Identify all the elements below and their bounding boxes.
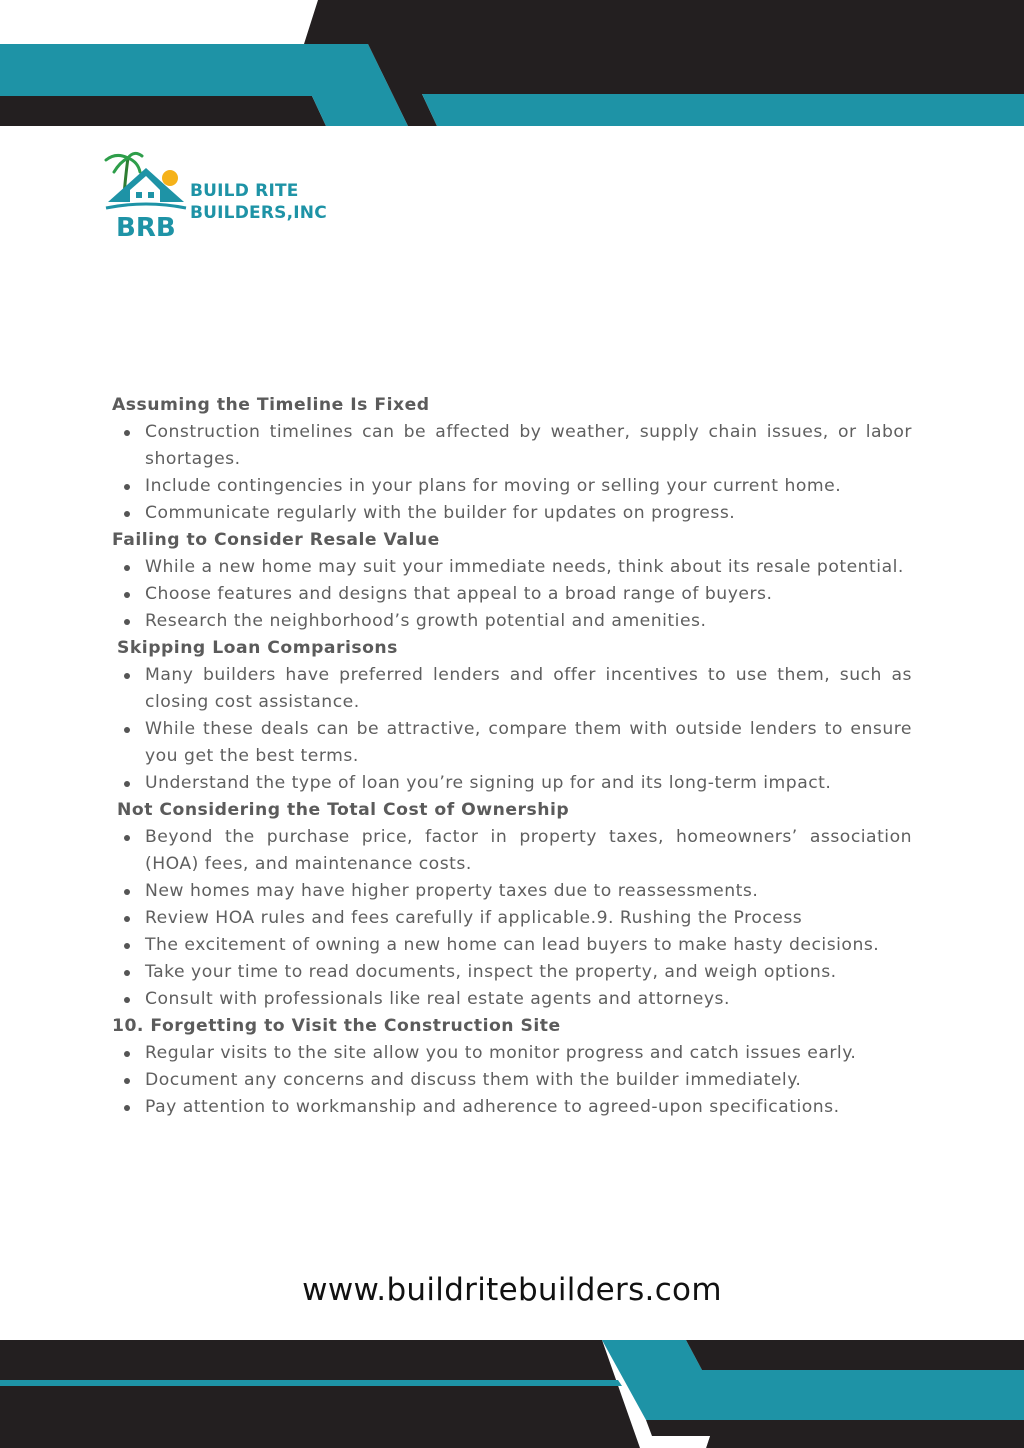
- footer-teal-stripe: [0, 1380, 622, 1386]
- bullet-list: [112, 662, 912, 797]
- list-item: Understand the type of loan you’re signing up for and its long-term impact.: [112, 770, 912, 797]
- section-heading: Not Considering the Total Cost of Ownership: [117, 800, 570, 820]
- logo-monogram: BRB: [116, 213, 176, 240]
- bullet-list: [112, 554, 912, 635]
- list-item: Research the neighborhood’s growth potential and amenities.: [112, 608, 912, 635]
- list-item: While these deals can be attractive, compare them with outside lenders to ensure you get the best terms.: [112, 716, 912, 770]
- logo-wordmark: [190, 180, 327, 224]
- list-item: Many builders have preferred lenders and offer incentives to use them, such as closing cost assistance.: [112, 662, 912, 716]
- list-item: Take your time to read documents, inspect the property, and weigh options.: [112, 959, 912, 986]
- bullet-list: [112, 824, 912, 1013]
- list-item: While a new home may suit your immediate needs, think about its resale potential.: [112, 554, 912, 581]
- list-item: Communicate regularly with the builder for updates on progress.: [112, 500, 912, 527]
- list-item: The excitement of owning a new home can lead buyers to make hasty decisions.: [112, 932, 912, 959]
- bullet-list: [112, 419, 912, 527]
- list-item: Beyond the purchase price, factor in property taxes, homeowners’ association (HOA) fees, and maintenance costs.: [112, 824, 912, 878]
- section-heading: Skipping Loan Comparisons: [117, 638, 398, 658]
- list-item: Include contingencies in your plans for moving or selling your current home.: [112, 473, 912, 500]
- logo-name-line2: BUILDERS,INC: [190, 203, 327, 223]
- header-teal-band-right: [422, 94, 1024, 126]
- header-dark-band-left: [0, 96, 326, 126]
- company-logo: [104, 150, 354, 240]
- bullet-list: [112, 1040, 912, 1121]
- section-heading: Failing to Consider Resale Value: [112, 530, 440, 550]
- footer-white-notch: [640, 1436, 710, 1448]
- section-heading: 10. Forgetting to Visit the Construction Site: [112, 1016, 561, 1036]
- footer-decoration: [0, 1336, 1024, 1448]
- footer-dark-top-right: [686, 1340, 1024, 1370]
- list-item: Consult with professionals like real estate agents and attorneys.: [112, 986, 912, 1013]
- logo-palm-house-icon: [104, 150, 188, 240]
- section-heading: Assuming the Timeline Is Fixed: [112, 395, 430, 415]
- footer-dark-band-left: [0, 1340, 640, 1448]
- logo-name-line1: BUILD RITE: [190, 181, 299, 201]
- list-item: Review HOA rules and fees carefully if applicable.9. Rushing the Process: [112, 905, 912, 932]
- list-item: New homes may have higher property taxes due to reassessments.: [112, 878, 912, 905]
- article-body: [112, 392, 912, 1121]
- list-item: Choose features and designs that appeal to a broad range of buyers.: [112, 581, 912, 608]
- list-item: Construction timelines can be affected by weather, supply chain issues, or labor shortages.: [112, 419, 912, 473]
- header-decoration: [0, 0, 1024, 130]
- list-item: Pay attention to workmanship and adherence to agreed-upon specifications.: [112, 1094, 912, 1121]
- list-item: Document any concerns and discuss them with the builder immediately.: [112, 1067, 912, 1094]
- website-url[interactable]: www.buildritebuilders.com: [302, 1272, 722, 1308]
- list-item: Regular visits to the site allow you to monitor progress and catch issues early.: [112, 1040, 912, 1067]
